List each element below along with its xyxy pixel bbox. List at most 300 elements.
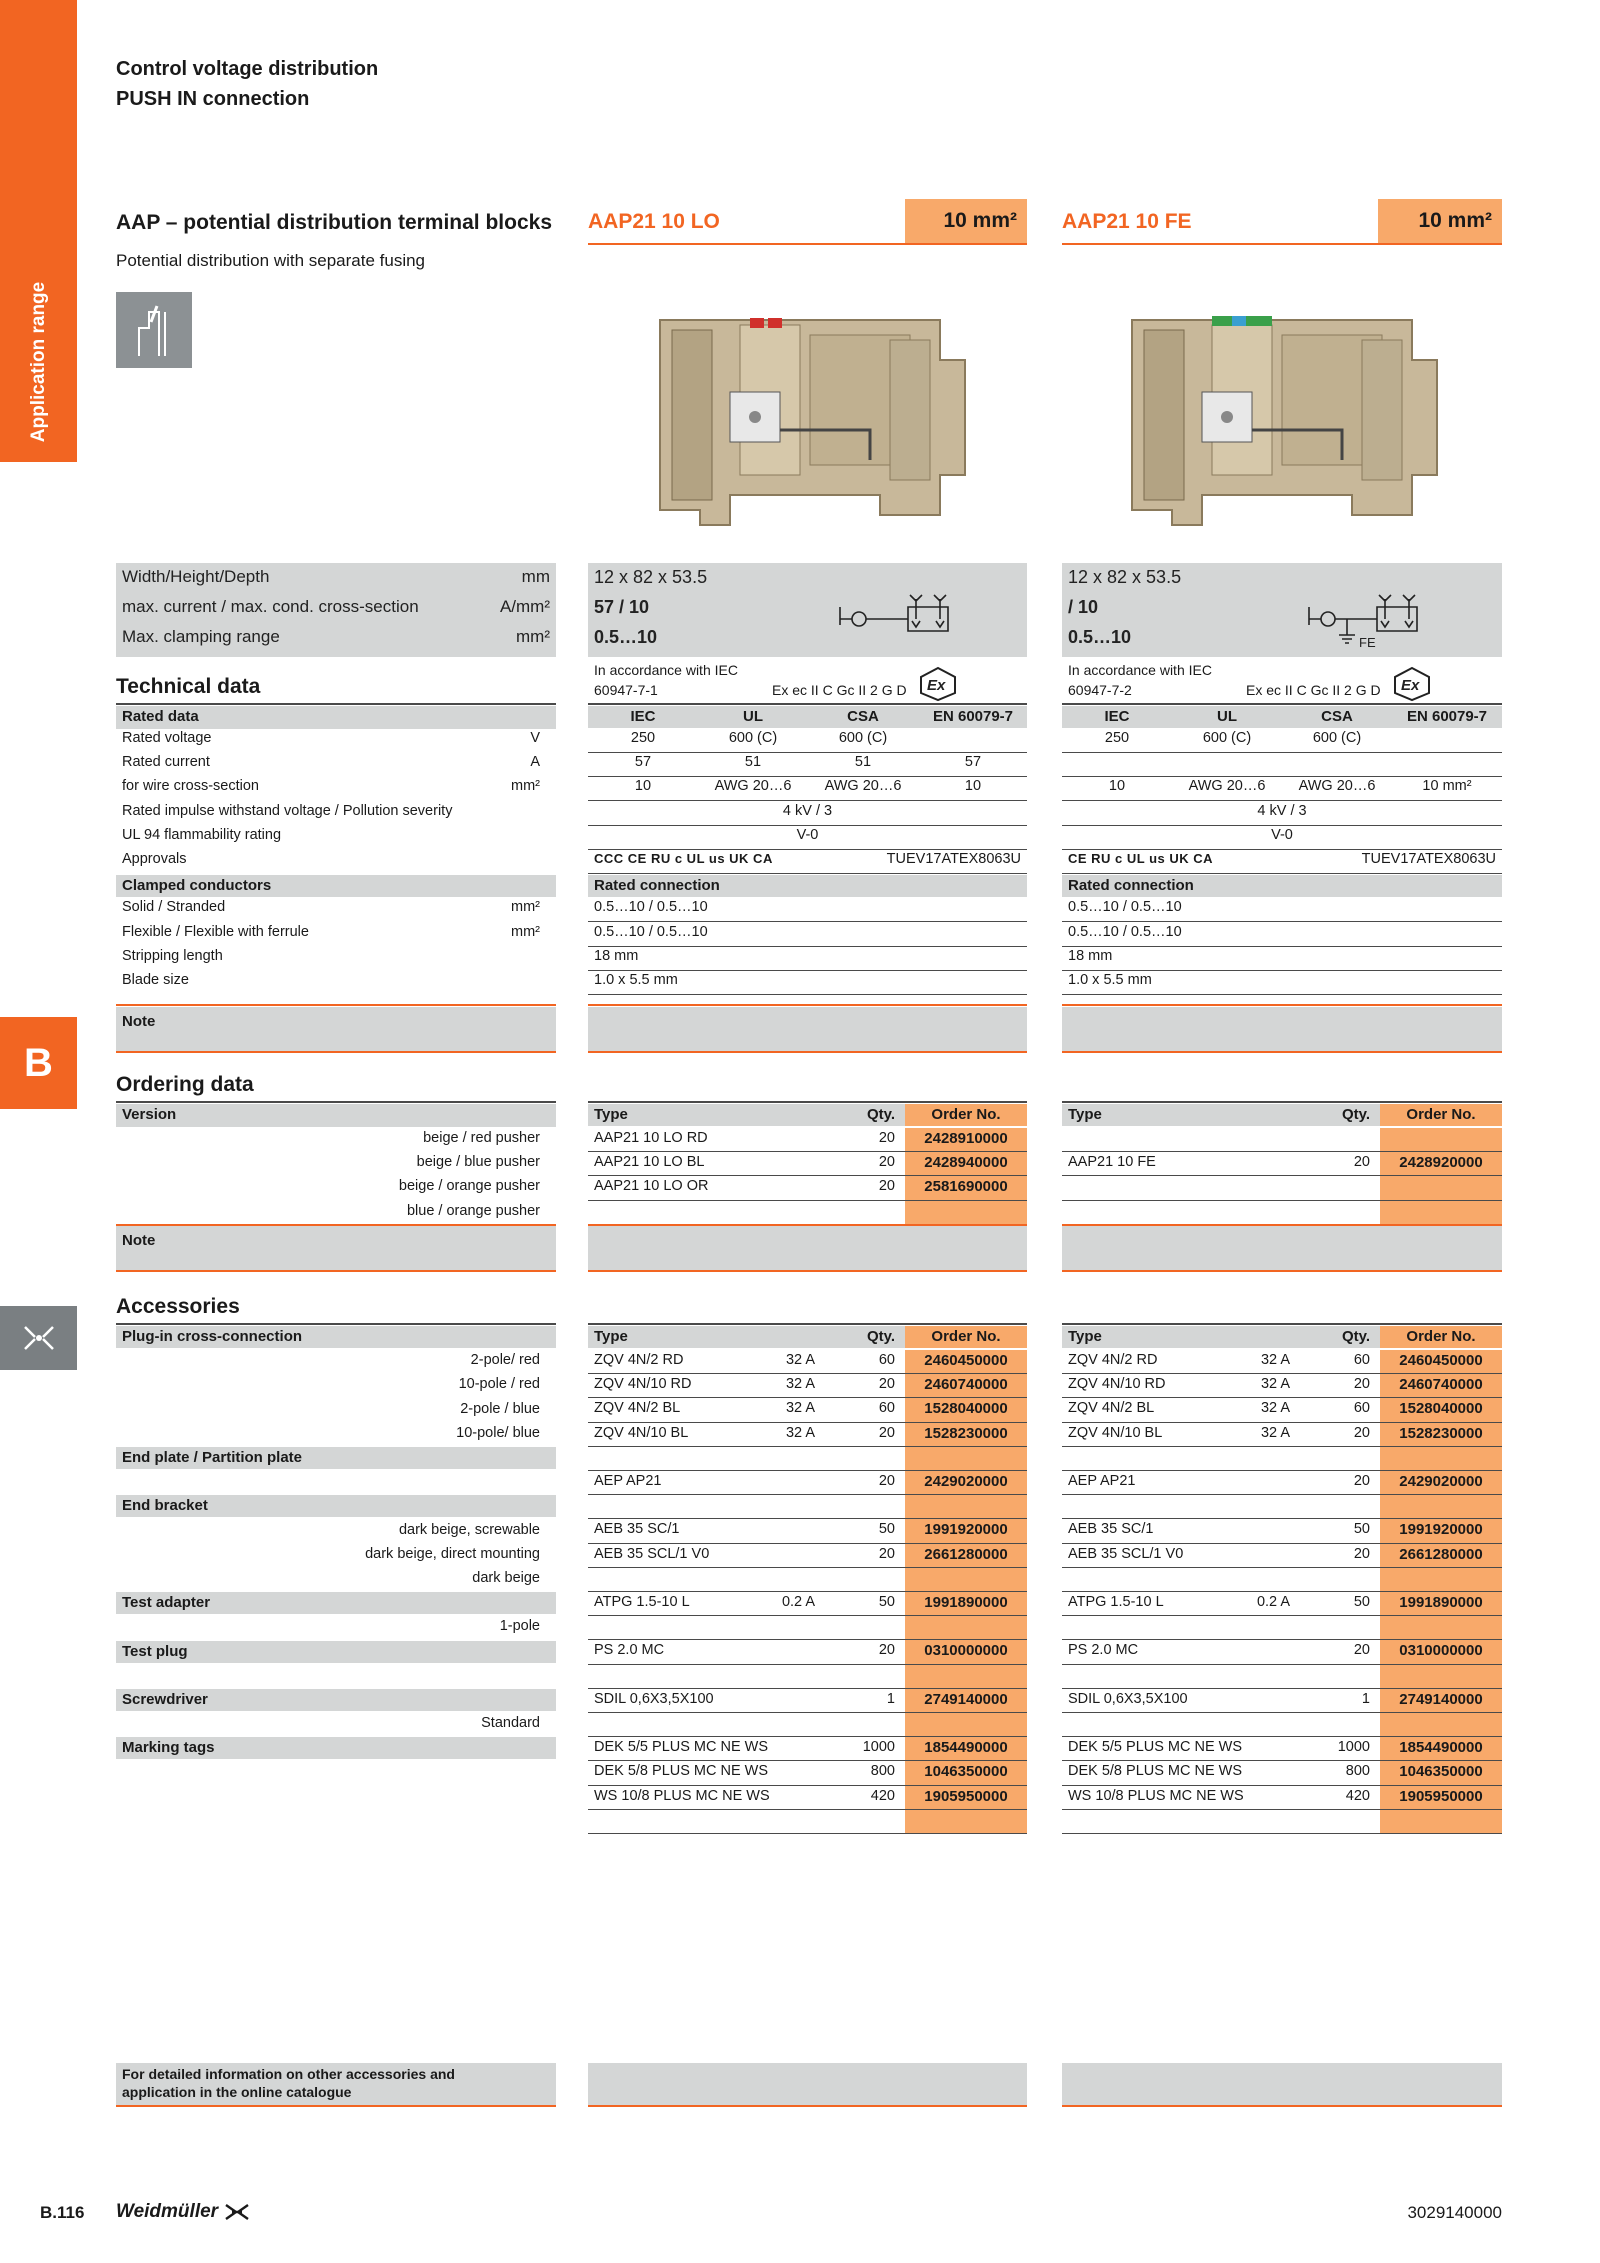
section-title: AAP – potential distribution terminal blocks	[116, 211, 553, 234]
rule	[588, 1833, 1027, 1834]
svg-text:Ex: Ex	[1401, 677, 1420, 694]
order-type: AAP21 10 LO BL	[594, 1154, 705, 1171]
accessory-item: dark beige, direct mounting	[365, 1545, 540, 1562]
tech-unit: mm²	[511, 778, 540, 795]
rule	[588, 800, 1027, 801]
order-note-box	[588, 1226, 1027, 1270]
accessory-order-number: 1528040000	[924, 1400, 1008, 1418]
accessory-type: SDIL 0,6X3,5X100	[1068, 1690, 1188, 1707]
rule	[116, 1270, 556, 1272]
tech-value: 600 (C)	[1312, 730, 1362, 746]
accessory-type: AEP AP21	[594, 1473, 662, 1489]
version-item: beige / orange pusher	[398, 1178, 540, 1195]
order-cell-bg	[905, 1810, 1027, 1833]
tech-value: 250	[630, 730, 656, 746]
qty-header: Qty.	[1341, 1106, 1370, 1123]
order-cell-bg	[1380, 1128, 1502, 1151]
header-line-1: Control voltage distribution	[116, 58, 379, 80]
tech-label: Flexible / Flexible with ferrule	[122, 923, 309, 940]
accessory-item: 2-pole/ red	[470, 1352, 540, 1369]
order-cell-bg	[1380, 1568, 1502, 1591]
note-label: Note	[122, 1013, 156, 1030]
brand-mark-icon	[224, 2203, 250, 2221]
tech-value: 0.5…10 / 0.5…10	[594, 899, 708, 916]
accessory-type: PS 2.0 MC	[594, 1642, 665, 1659]
accessory-qty: 60	[1353, 1400, 1370, 1417]
accessory-qty: 50	[878, 1521, 895, 1538]
accessory-qty: 1	[1361, 1690, 1370, 1707]
accessory-current: 32 A	[785, 1424, 815, 1441]
accessory-current: 32 A	[1260, 1424, 1290, 1441]
tech-value: 250	[1104, 730, 1130, 746]
rule	[1062, 946, 1502, 947]
clamped-header: Clamped conductors	[116, 875, 556, 897]
accessory-qty: 1000	[862, 1739, 895, 1756]
accessory-qty: 20	[878, 1545, 895, 1562]
tech-col-header: EN 60079-7	[932, 708, 1014, 725]
rule	[588, 946, 1027, 947]
order-header: Order No.	[905, 1326, 1027, 1348]
accessory-order-number: 2749140000	[1399, 1690, 1483, 1708]
ex-marking: Ex ec II C Gc II 2 G D	[1246, 682, 1381, 698]
accessory-order-number: 1991890000	[924, 1594, 1008, 1611]
accessory-qty: 20	[1353, 1545, 1370, 1562]
tech-value: AWG 20…6	[714, 778, 792, 795]
note-box	[588, 1007, 1027, 1051]
tech-value: 4 kV / 3	[1257, 802, 1307, 819]
accessory-current: 32 A	[785, 1400, 815, 1417]
accessory-type: ZQV 4N/2 BL	[1068, 1400, 1155, 1417]
order-cell-bg	[1380, 1447, 1502, 1470]
accessory-qty: 420	[870, 1787, 895, 1804]
version-header: Version	[116, 1104, 556, 1127]
tech-label: Solid / Stranded	[122, 899, 226, 916]
rule	[1062, 970, 1502, 971]
accessory-order-number: 0310000000	[924, 1642, 1008, 1660]
product-1-size: 10 mm²	[905, 199, 1027, 243]
order-cell-bg	[905, 1568, 1027, 1591]
accessory-item: 1-pole	[499, 1618, 540, 1635]
dims-label-box	[116, 563, 556, 657]
tech-unit: A	[530, 754, 540, 771]
accessory-item: 2-pole / blue	[460, 1400, 540, 1417]
rule	[1062, 1270, 1502, 1272]
accessory-qty: 60	[878, 1400, 895, 1417]
order-cell-bg	[1380, 1665, 1502, 1688]
online-catalogue-note[interactable]	[116, 2063, 556, 2105]
tech-value: V-0	[1271, 826, 1293, 843]
rule	[588, 994, 1027, 995]
dims-unit: mm²	[516, 627, 550, 646]
tech-value: 51	[854, 754, 872, 771]
header-line-2: PUSH IN connection	[116, 88, 310, 110]
tech-unit: mm²	[511, 899, 540, 916]
order-cell-bg	[905, 1713, 1027, 1736]
tech-label: Rated current	[122, 754, 210, 771]
rule	[1062, 800, 1502, 801]
accessory-order-number: 1046350000	[1399, 1763, 1483, 1781]
accessory-order-number: 1046350000	[924, 1763, 1008, 1781]
accessory-type: DEK 5/5 PLUS MC NE WS	[1068, 1739, 1243, 1756]
approval-code: TUEV17ATEX8063U	[886, 851, 1021, 867]
order-number: 2581690000	[924, 1178, 1008, 1196]
note-box	[1062, 1007, 1502, 1051]
order-cell-bg	[905, 1201, 1027, 1224]
accessory-type: AEB 35 SC/1	[1068, 1521, 1154, 1538]
accessory-order-number: 0310000000	[1399, 1642, 1483, 1660]
document-code: 3029140000	[1407, 2203, 1502, 2222]
rule	[588, 1323, 1027, 1325]
product-2-size: 10 mm²	[1378, 199, 1502, 243]
version-item: beige / red pusher	[423, 1130, 540, 1146]
order-note-box	[116, 1226, 556, 1270]
ex-hexagon-icon	[1392, 666, 1432, 702]
accessory-qty: 50	[878, 1594, 895, 1610]
product-1-image	[640, 300, 980, 540]
accessory-group-header: Plug-in cross-connection	[116, 1326, 556, 1348]
product-2-image	[1112, 300, 1452, 540]
product-2-title: AAP21 10 FE	[1062, 210, 1192, 233]
accessory-current: 32 A	[785, 1376, 815, 1393]
order-type: AAP21 10 LO RD	[594, 1130, 708, 1146]
footer-box-product-1	[588, 2063, 1027, 2105]
rule	[1062, 1323, 1502, 1325]
accessory-item: 10-pole / red	[458, 1376, 540, 1393]
rule	[588, 873, 1027, 874]
accessory-type: ZQV 4N/2 RD	[594, 1352, 684, 1368]
rule	[588, 1270, 1027, 1272]
qty-header: Qty.	[1341, 1328, 1370, 1345]
tech-label: UL 94 flammability rating	[122, 826, 282, 843]
tech-label: Stripping length	[122, 947, 223, 964]
accessory-type: AEB 35 SC/1	[594, 1521, 680, 1538]
accessory-order-number: 2460450000	[1399, 1352, 1483, 1369]
rule	[1062, 1004, 1502, 1006]
order-cell-bg	[905, 1616, 1027, 1639]
rule	[588, 776, 1027, 777]
rule	[1062, 1101, 1502, 1103]
technical-title: Technical data	[116, 675, 261, 698]
rated-connection-header: Rated connection	[1062, 875, 1502, 897]
accessory-qty: 1000	[1337, 1739, 1370, 1756]
tech-value: 10 mm²	[1422, 778, 1472, 795]
order-qty: 20	[878, 1154, 895, 1171]
tech-col-header: EN 60079-7	[1406, 708, 1488, 725]
rule	[1062, 825, 1502, 826]
tech-value: 18 mm	[1068, 947, 1113, 964]
accessory-order-number: 1905950000	[924, 1787, 1008, 1805]
accessory-type: ZQV 4N/10 BL	[594, 1424, 689, 1441]
rule	[116, 703, 556, 705]
accessory-type: ZQV 4N/10 RD	[1068, 1376, 1166, 1393]
order-number: 2428940000	[924, 1154, 1008, 1172]
accessory-group-header: End bracket	[116, 1495, 556, 1517]
ex-hexagon-icon	[918, 666, 958, 702]
tech-value: 51	[744, 754, 762, 771]
tech-col-header: IEC	[630, 708, 656, 725]
accessory-type: AEB 35 SCL/1 V0	[594, 1545, 710, 1562]
accessory-group-header: Test adapter	[116, 1592, 556, 1614]
accessory-order-number: 1854490000	[1399, 1739, 1483, 1757]
rule	[116, 1004, 556, 1006]
dims-label: Width/Height/Depth	[122, 567, 270, 586]
accessory-type: DEK 5/8 PLUS MC NE WS	[594, 1763, 769, 1780]
tech-label: Rated voltage	[122, 730, 212, 746]
qty-header: Qty.	[866, 1106, 895, 1123]
dims-unit: A/mm²	[499, 597, 550, 616]
ordering-title: Ordering data	[116, 1073, 254, 1096]
order-number: 2428920000	[1399, 1154, 1483, 1172]
tech-label: for wire cross-section	[122, 778, 259, 795]
accessory-item: 10-pole/ blue	[456, 1424, 540, 1441]
accessory-group-header: Screwdriver	[116, 1689, 556, 1711]
accessory-order-number: 1991920000	[924, 1521, 1008, 1539]
accessory-qty: 20	[878, 1473, 895, 1489]
rule	[1062, 994, 1502, 995]
catalogue-note-line: For detailed information on other accessories and	[122, 2066, 455, 2082]
order-header: Order No.	[1380, 1326, 1502, 1348]
type-header: Type	[594, 1106, 628, 1123]
rule	[588, 703, 1027, 705]
accordance-text: 60947-7-1	[594, 682, 658, 698]
product-1-title-rule	[588, 243, 1027, 245]
tech-value: 0.5…10 / 0.5…10	[594, 923, 708, 940]
version-item: beige / blue pusher	[416, 1154, 540, 1171]
order-number: 2428910000	[924, 1130, 1008, 1147]
dims-value: 12 x 82 x 53.5	[594, 567, 708, 587]
accessory-qty: 20	[878, 1376, 895, 1393]
svg-text:Ex: Ex	[927, 677, 946, 694]
page-number: B.116	[40, 2203, 85, 2222]
accessory-qty: 800	[1345, 1763, 1370, 1780]
order-qty: 20	[878, 1130, 895, 1146]
accessory-qty: 420	[1345, 1787, 1370, 1804]
rule	[116, 2105, 556, 2107]
accessory-current: 32 A	[785, 1352, 815, 1368]
tech-value: AWG 20…6	[1188, 778, 1266, 795]
dims-unit: mm	[521, 567, 550, 586]
order-qty: 20	[878, 1178, 895, 1195]
footer-box-product-2	[1062, 2063, 1502, 2105]
accessory-order-number: 2460450000	[924, 1352, 1008, 1369]
order-cell-bg	[1380, 1810, 1502, 1833]
accessory-qty: 20	[878, 1424, 895, 1441]
tech-label: Rated impulse withstand voltage / Pollution severity	[122, 802, 453, 819]
tech-unit: mm²	[511, 923, 540, 940]
rule	[588, 1101, 1027, 1103]
rule	[1062, 921, 1502, 922]
accessory-current: 32 A	[1260, 1376, 1290, 1393]
tech-value: 4 kV / 3	[782, 802, 833, 819]
dims-value: 0.5…10	[594, 627, 658, 647]
accessory-order-number: 1991890000	[1399, 1594, 1483, 1611]
dims-label: Max. clamping range	[122, 627, 280, 646]
accessory-type: AEP AP21	[1068, 1473, 1136, 1489]
tech-col-header: UL	[1217, 708, 1237, 725]
accessory-order-number: 2460740000	[1399, 1376, 1483, 1394]
accessory-type: DEK 5/8 PLUS MC NE WS	[1068, 1763, 1243, 1780]
order-header: Order No.	[1380, 1104, 1502, 1126]
accessory-order-number: 1528040000	[1399, 1400, 1483, 1418]
accessory-order-number: 1528230000	[1399, 1424, 1483, 1442]
order-cell-bg	[1380, 1201, 1502, 1224]
tech-unit: V	[530, 730, 540, 746]
accessory-qty: 60	[1353, 1352, 1370, 1368]
fuse-symbol-icon	[838, 593, 968, 639]
rule	[1062, 1051, 1502, 1053]
note-label: Note	[122, 1232, 156, 1249]
accessory-qty: 20	[878, 1642, 895, 1659]
tech-col-header: CSA	[1321, 708, 1353, 725]
accessory-order-number: 1905950000	[1399, 1787, 1483, 1805]
sidebar-label: Application range	[28, 281, 49, 443]
accessory-group-header: Marking tags	[116, 1737, 556, 1759]
dims-product-2	[1062, 563, 1502, 657]
order-note-box	[1062, 1226, 1502, 1270]
accessory-order-number: 2749140000	[924, 1690, 1008, 1708]
accessory-type: ATPG 1.5-10 L	[594, 1594, 690, 1610]
rule	[588, 1051, 1027, 1053]
tech-value: 10	[964, 778, 982, 795]
type-header: Type	[1068, 1106, 1102, 1123]
accessory-group-header: End plate / Partition plate	[116, 1447, 556, 1469]
accessory-order-number: 2429020000	[1399, 1473, 1483, 1490]
rule	[116, 1101, 556, 1103]
accessory-type: SDIL 0,6X3,5X100	[594, 1690, 714, 1707]
product-2-title-rule	[1062, 243, 1502, 245]
accessory-group-header: Test plug	[116, 1641, 556, 1663]
accessory-qty: 800	[870, 1763, 895, 1780]
rule	[1062, 1833, 1502, 1834]
application-icon	[116, 292, 192, 368]
brand-name: Weidmüller	[116, 2201, 219, 2222]
rule	[1062, 873, 1502, 874]
tech-value: V-0	[796, 826, 819, 843]
dims-value: 0.5…10	[1068, 627, 1132, 647]
tech-value: 18 mm	[594, 947, 639, 964]
product-1-title: AAP21 10 LO	[588, 210, 720, 233]
order-type: AAP21 10 LO OR	[594, 1178, 709, 1195]
rule	[116, 1051, 556, 1053]
rule	[588, 921, 1027, 922]
tech-value: 10	[634, 778, 652, 795]
dims-product-1	[588, 563, 1027, 657]
tech-value: 1.0 x 5.5 mm	[594, 972, 678, 988]
rule	[1062, 2105, 1502, 2107]
svg-text:FE: FE	[1359, 635, 1376, 650]
accessory-order-number: 2661280000	[1399, 1545, 1483, 1563]
order-qty: 20	[1353, 1154, 1370, 1171]
rule	[116, 1323, 556, 1325]
accessory-qty: 20	[1353, 1376, 1370, 1393]
tech-value: 57	[634, 754, 652, 771]
order-cell-bg	[905, 1495, 1027, 1518]
rule	[588, 752, 1027, 753]
tech-value: 600 (C)	[1202, 730, 1252, 746]
order-cell-bg	[1380, 1616, 1502, 1639]
rated-connection-header: Rated connection	[588, 875, 1027, 897]
accessory-order-number: 1854490000	[924, 1739, 1008, 1757]
accessory-qty: 20	[1353, 1473, 1370, 1489]
accessory-type: ZQV 4N/10 BL	[1068, 1424, 1163, 1441]
rated-data-header: Rated data	[116, 706, 556, 729]
order-cell-bg	[905, 1447, 1027, 1470]
rule	[588, 849, 1027, 850]
rule	[1062, 703, 1502, 705]
dims-value: / 10	[1068, 597, 1099, 617]
accessory-order-number: 2460740000	[924, 1376, 1008, 1394]
cross-connection-icon	[0, 1306, 77, 1370]
order-type: AAP21 10 FE	[1068, 1154, 1156, 1171]
order-header: Order No.	[905, 1104, 1027, 1126]
ex-marking: Ex ec II C Gc II 2 G D	[772, 682, 907, 698]
rule	[588, 2105, 1027, 2107]
accessory-type: ATPG 1.5-10 L	[1068, 1594, 1164, 1610]
accessory-type: PS 2.0 MC	[1068, 1642, 1139, 1659]
rule	[1062, 849, 1502, 850]
order-cell-bg	[1380, 1176, 1502, 1199]
accessory-qty: 1	[886, 1690, 895, 1707]
tech-value: AWG 20…6	[1298, 778, 1376, 795]
approval-icons: CCC CE RU c UL us UK CA	[594, 851, 773, 866]
accessory-order-number: 2661280000	[924, 1545, 1008, 1563]
tech-label: Blade size	[122, 972, 189, 988]
tech-value: 0.5…10 / 0.5…10	[1068, 899, 1182, 916]
tech-value: 600 (C)	[728, 730, 778, 746]
accessory-item: dark beige, screwable	[398, 1521, 540, 1538]
accessory-item: Standard	[481, 1715, 540, 1732]
rule	[1062, 776, 1502, 777]
note-box	[116, 1007, 556, 1051]
accessory-current: 32 A	[1260, 1352, 1290, 1368]
accessory-type: AEB 35 SCL/1 V0	[1068, 1545, 1184, 1562]
accessory-qty: 50	[1353, 1594, 1370, 1610]
accessory-type: WS 10/8 PLUS MC NE WS	[594, 1787, 770, 1804]
qty-header: Qty.	[866, 1328, 895, 1345]
accessory-qty: 60	[878, 1352, 895, 1368]
approval-icons: CE RU c UL us UK CA	[1068, 851, 1214, 866]
order-cell-bg	[1380, 1713, 1502, 1736]
accessory-type: WS 10/8 PLUS MC NE WS	[1068, 1787, 1244, 1804]
accessory-type: ZQV 4N/10 RD	[594, 1376, 692, 1393]
rule	[588, 1004, 1027, 1006]
accessories-title: Accessories	[116, 1295, 240, 1318]
type-header: Type	[594, 1328, 628, 1345]
rule	[588, 970, 1027, 971]
accessory-type: ZQV 4N/2 BL	[594, 1400, 681, 1417]
dims-label: max. current / max. cond. cross-section	[122, 597, 419, 616]
type-header: Type	[1068, 1328, 1102, 1345]
accessory-order-number: 2429020000	[924, 1473, 1008, 1490]
accessory-order-number: 1991920000	[1399, 1521, 1483, 1539]
order-cell-bg	[905, 1665, 1027, 1688]
dims-value: 57 / 10	[594, 597, 650, 617]
tech-value: AWG 20…6	[824, 778, 902, 795]
section-letter: B	[0, 1017, 77, 1109]
accessory-order-number: 1528230000	[924, 1424, 1008, 1442]
accessory-current: 32 A	[1260, 1400, 1290, 1417]
tech-label: Approvals	[122, 851, 187, 867]
accessory-qty: 50	[1353, 1521, 1370, 1538]
tech-value: 1.0 x 5.5 mm	[1068, 972, 1152, 988]
brand-logo	[116, 2201, 250, 2223]
accessory-qty: 20	[1353, 1424, 1370, 1441]
accordance-text: In accordance with IEC	[1068, 662, 1212, 678]
tech-value: 10	[1108, 778, 1126, 795]
accessory-item: dark beige	[472, 1570, 540, 1586]
fuse-fe-symbol-icon	[1307, 593, 1447, 651]
accessory-type: DEK 5/5 PLUS MC NE WS	[594, 1739, 769, 1756]
